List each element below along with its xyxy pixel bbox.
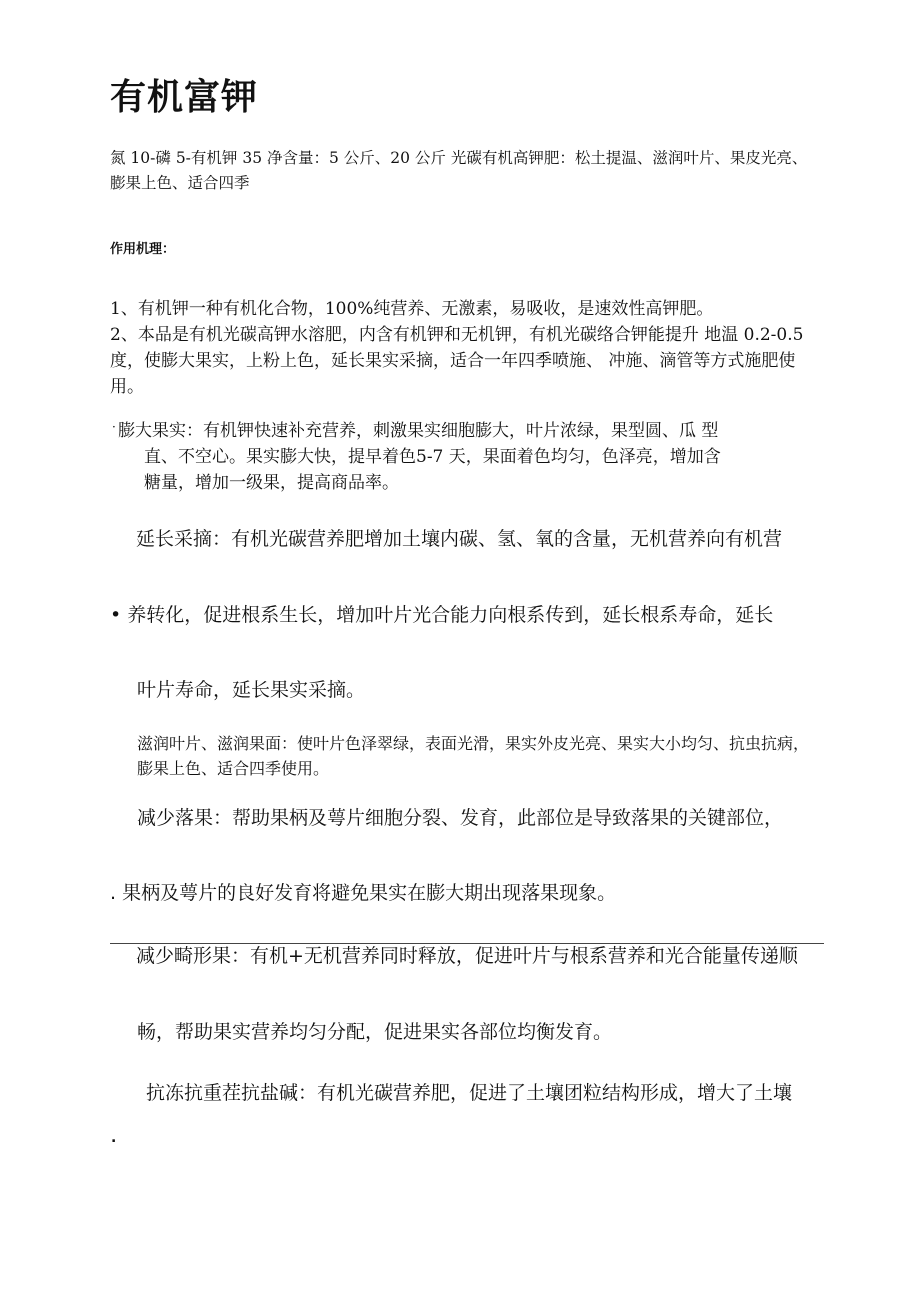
reduce-deform-part-2: 畅，帮助果实营养均匀分配，促进果实各部位均衡发育。 <box>137 1021 613 1043</box>
frost-resistance-paragraph: 抗冻抗重茬抗盐碱：有机光碳营养肥，促进了土壤团粒结构形成，增大了土壤 <box>146 1082 793 1104</box>
spec-line: 氮 10-磷 5-有机钾 35 净含量：5 公斤、20 公斤 光碳有机高钾肥：松土提温、滋润叶片、果皮光亮、膨果上色、适合四季 <box>110 149 808 192</box>
page-title: 有机富钾 <box>110 77 259 118</box>
fruit-swell-paragraph <box>110 418 825 496</box>
extend-harvest-part-3: 叶片寿命，延长果实采摘。 <box>137 679 366 701</box>
reduce-drop-part-1: 减少落果：帮助果柄及萼片细胞分裂、发育，此部位是导致落果的关键部位， <box>137 807 784 829</box>
trailing-mark: . <box>111 1130 117 1146</box>
reduce-deform-part-1: 减少畸形果：有机+无机营养同时释放，促进叶片与根系营养和光合能量传递顺 <box>136 945 798 967</box>
bullet-mark: · <box>112 420 116 434</box>
moisten-paragraph: 滋润叶片、滋润果面：使叶片色泽翠绿，表面光滑，果实外皮光亮、果实大小均匀、抗虫抗病，膨果上色、适合四季使用。 <box>137 734 810 778</box>
fruit-swell-line-2: 直、不空心。果实膨大快，提早着色5-7 天，果面着色均匀，色泽亮，增加含 <box>144 447 721 467</box>
mechanism-label: 作用机理： <box>110 242 176 257</box>
fruit-swell-line-1: 膨大果实：有机钾快速补充营养，刺激果实细胞膨大，叶片浓绿，果型圆、瓜 型 <box>118 421 719 441</box>
fruit-swell-line-3: 糖量，增加一级果，提高商品率。 <box>144 473 399 493</box>
extend-harvest-part-2: • 养转化，促进根系生长，增加叶片光合能力向根系传到，延长根系寿命，延长 <box>110 604 774 626</box>
point-2: 2、本品是有机光碳高钾水溶肥，内含有机钾和无机钾，有机光碳络合钾能提升 地温 0.2-0.5 度，使膨大果实，上粉上色，延长果实采摘，适合一年四季喷施、 冲施、滴管等方式施肥使用。 <box>110 325 804 397</box>
point-1: 1、有机钾一种有机化合物，100%纯营养、无激素，易吸收，是速效性高钾肥。 <box>110 299 714 319</box>
extend-harvest-part-1: 延长采摘：有机光碳营养肥增加土壤内碳、氢、氧的含量，无机营养向有机营 <box>136 528 783 550</box>
reduce-drop-part-2: . 果柄及萼片的良好发育将避免果实在膨大期出现落果现象。 <box>110 882 617 904</box>
